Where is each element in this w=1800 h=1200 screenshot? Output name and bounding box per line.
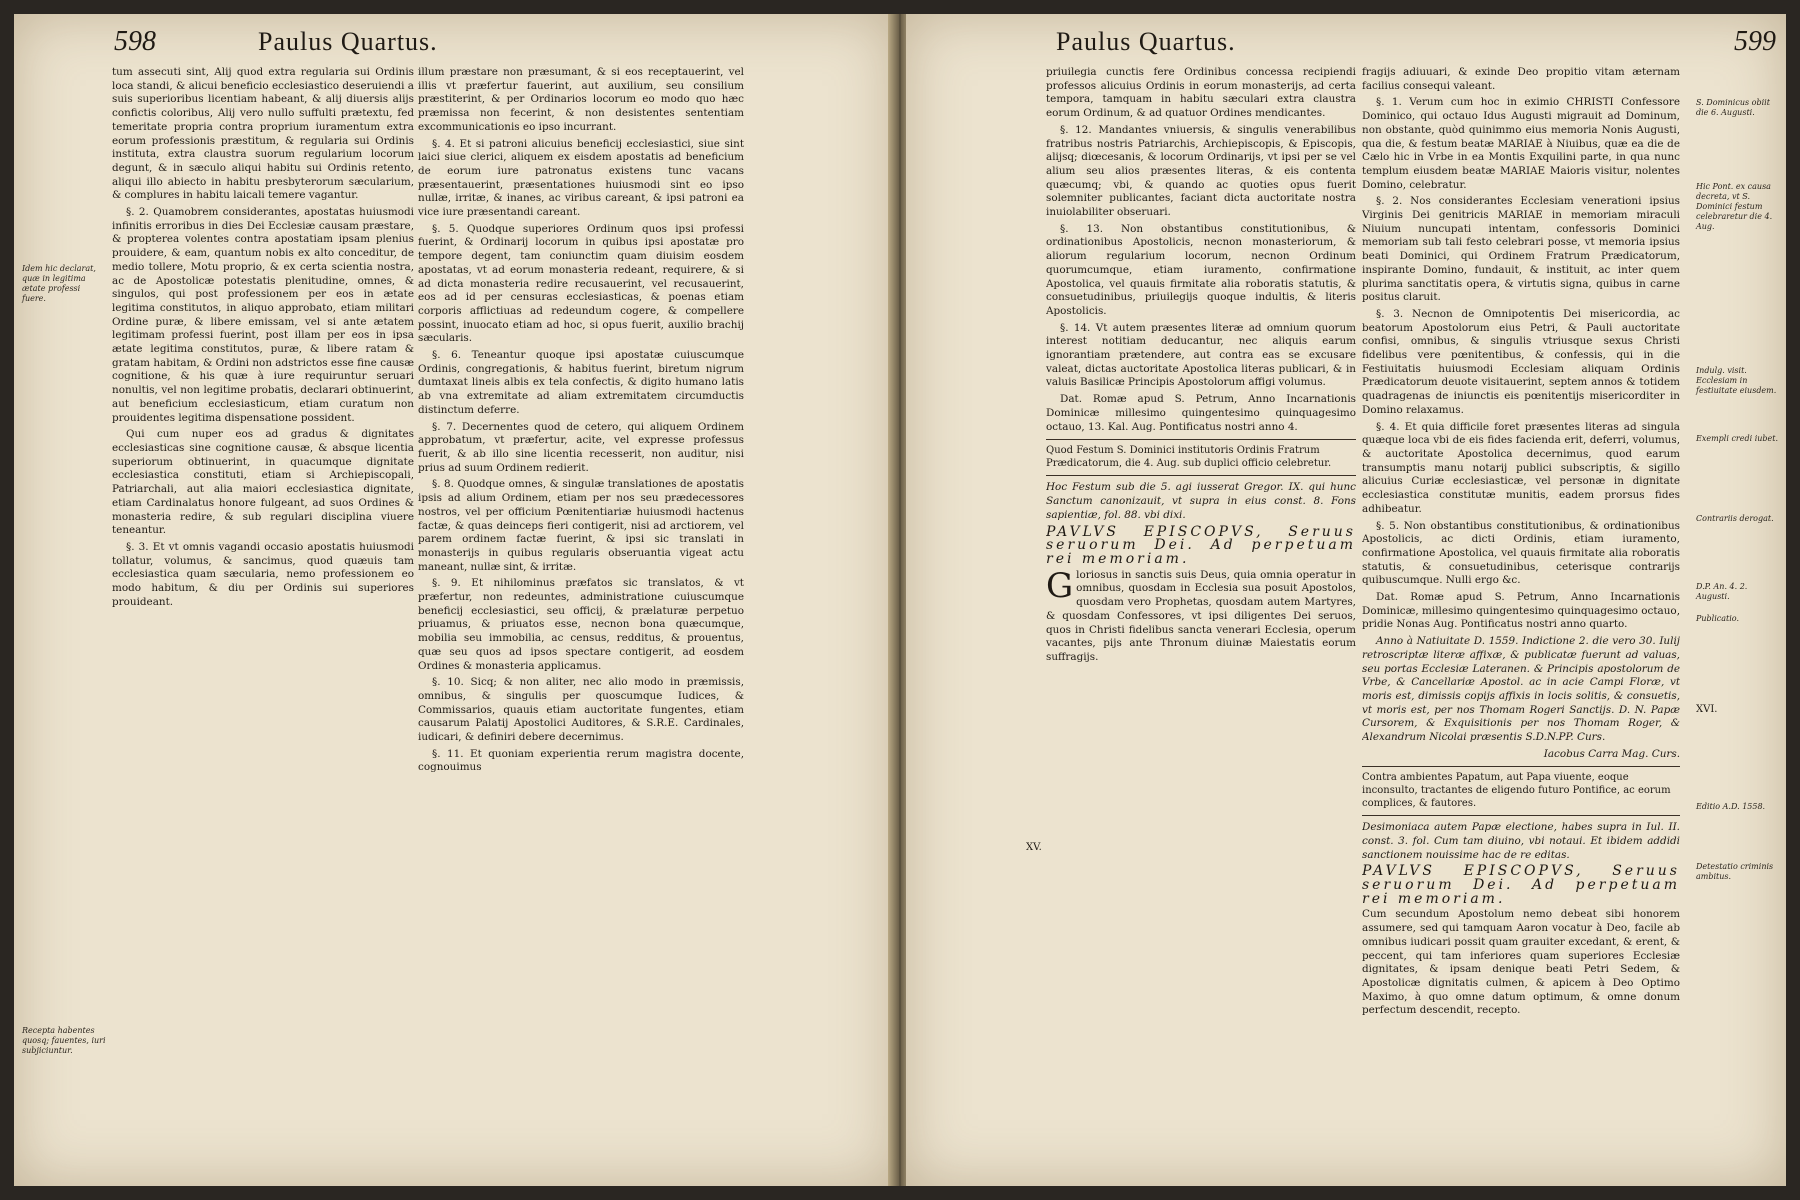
right-running-head [1056,26,1776,62]
paragraph: §. 9. Et nihilominus præfatos sic translatos, & vt præfertur, non redeuntes, administratione cuiuscumque beneficij ecclesiastici, seu officij, & prælaturæ perpetuo priuamus, & priuatos esse, necnon bona quæcumque, mobilia seu immobilia, ac census, redditus, & prouentus, quæ seu quos ad ipsos spectare contigerit, ad eosdem Ordines & monasteria applicamus. [418,577,744,672]
left-page [14,14,894,1186]
rubric-note: Desimoniaca autem Papæ electione, habes supra in Iul. II. const. 3. fol. Cum tam diuino, vbi notaui. Et ibidem addidi sanctionem nouissime hac de re editas. [1362,821,1680,861]
left-running-head [114,26,874,62]
paragraph: §. 10. Sicq; & non aliter, nec alio modo in præmissis, omnibus, & singulis per quoscumque Iudices, & Commissarios, quauis etiam auctoritate fungentes, etiam causarum Palatij Apostolici Auditores, & S.R.E. Cardinales, iudicari, & definiri debere decernimus. [418,676,744,744]
publication-note: Anno à Natiuitate D. 1559. Indictione 2. die vero 30. Iulij retroscriptæ literæ affixæ, & publicatæ fuerunt ad valuas, seu portas Ecclesiæ Lateranen. & Principis apostolorum de Vrbe, & Cancellariæ Apostol. ac in acie Campi Floræ, vt moris est, dimissis copijs affixis in locis solitis, & consuetis, vt moris est, per nos Thomam Rogeri Sanctijs. D. N. Papæ Cursorem, & Exquisitionis per nos Thomam Roger, & Alexandrum Nicolai præsentis S.D.N.PP. Curs. [1362,635,1680,744]
paragraph: §. 14. Vt autem præsentes literæ ad omnium quorum interest notitiam deducantur, nec aliquis earum ignorantiam prætendere, aut contra eas se excusare valeat, dictas auctoritate Apostolica literas publicari, & in valuis Basilicæ Principis Apostolorum affigi volumus. [1046,321,1356,389]
left-margin-note: Recepta habentes quosq; fauentes, iuri subjiciuntur. [22,1026,106,1055]
dating-clause: Dat. Romæ apud S. Petrum, Anno Incarnationis Dominicæ, millesimo quingentesimo quinquagesimo octauo, pridie Nonas Aug. Pontificatus nostri anno quarto. [1362,591,1680,631]
paragraph: §. 8. Quodque omnes, & singulæ translationes de apostatis ipsis ad alium Ordinem, etiam per nos seu prædecessores nostros, vel per officium Pœnitentiariæ huiusmodi hactenus factæ, & quas deinceps fieri contigerit, nisi ad arctiorem, vel parem ordinem factæ fuerint, & ipsi sic translati in monasterijs in quibus regularis obseruantia vigeat actu maneant, nullæ sint, & irritæ. [418,478,744,573]
signature: Iacobus Carra Mag. Curs. [1543,747,1680,760]
right-margin-note: Detestatio criminis ambitus. [1696,862,1774,881]
paragraph: §. 7. Decernentes quod de cetero, qui aliquem Ordinem approbatum, vt præfertur, acite, vel expresse professus fuerit, & ab illo sine licentia recesserit, non auditur, nisi prius ad suum Ordinem redierit. [418,420,744,474]
paragraph: Cum secundum Apostolum nemo debeat sibi honorem assumere, sed qui tamquam Aaron vocatur à Deo, facile ab omnibus iudicari possit quam grauiter excedant, & erent, & peccent, qui tam inferiores quam superiores Ecclesiæ dignitates, & ipsam denique beati Petri Sedem, & Apostolicæ dignitatis culmen, & apicem à Deo Optimo Maximo, à quo omne datum optimum, & omne donum perfectum descendit, recepto. [1362,908,1680,1017]
paragraph: §. 13. Non obstantibus constitutionibus, & ordinationibus Apostolicis, necnon monasteriorum, & aliorum regularium locorum, necnon Ordinum quorumcumque, etiam iuramento, confirmatione Apostolica, vel quauis firmitate alia roboratis statutis, & consuetudinibus, priuilegijs quoque indultis, & literis Apostolicis. [1046,222,1356,317]
dating-clause: Dat. Romæ apud S. Petrum, Anno Incarnationis Dominicæ millesimo quingentesimo quinquagesimo octauo, 13. Kal. Aug. Pontificatus nostri anno 4. [1046,393,1356,433]
paragraph: §. 1. Verum cum hoc in eximio CHRISTI Confessore Dominico, qui octauo Idus Augusti migrauit ad Dominum, non obstante, quòd quinimmo eius memoria Nonis Augusti, qua die, & festum beatæ MARIAE à Niuibus, quæ ea die de Cælo hic in Vrbe in ea Montis Exquilini parte, in qua nunc templum eiusdem beatæ MARIAE Maioris visitur, nolentes Domino, celebratur. [1362,96,1680,191]
paragraph: fragijs adiuuari, & exinde Deo propitio vitam æternam facilius consequi valeant. [1362,66,1680,92]
paragraph: §. 3. Et vt omnis vagandi occasio apostatis huiusmodi tollatur, volumus, & sancimus, quod quæuis tam ecclesiastica quam sæcularia, nemo professionem eo modo habitum, & diu per Ordinis sui superiores prouideant. [112,540,414,608]
right-margin-note: S. Dominicus obiit die 6. Augusti. [1696,98,1770,117]
paragraph: §. 2. Quamobrem considerantes, apostatas huiusmodi infinitis erroribus in dies Dei Ecclesiæ causam præstare, & propterea volentes contra apostatiam ipsam plenius prouidere, & eam, quantum nobis ex alto conceditur, de medio tollere, Motu proprio, & ex certa scientia nostra, ac de Apostolicæ potestatis plenitudine, omnes, & singulos, qui post professionem per eos in ætate legitima constitutos, in aliquo approbato, etiam militari Ordine puræ, & libere emissam, vel si ante ætatem legitimam professi fuerint, post illam per eos in ipsa ætate legitima constitutos, puræ, & libere ratam & gratam habitam, & Ordini non adstrictos esse fine causæ cognitione, & his quæ à iure requiruntur seruari nonultis, vel non legitime probatis, declarari obtinuerint, aut beneficium ecclesiasticum, etiam curatum non prouidentes legitima dispensatione possident. [112,206,414,424]
opening-text: loriosus in sanctis suis Deus, quia omnia operatur in omnibus, quosdam in Ecclesia sua posuit Apostolos, quosdam vero Prophetas, quosdam autem Martyres, & quosdam Confessores, vt ipsi diligentes Dei seruos, quos in Christi fidelibus sancta venerari Ecclesia, operum vacantes, pijs ante Thronum diuinæ Maiestatis eorum suffragijs. [1046,568,1356,663]
paragraph: §. 6. Teneantur quoque ipsi apostatæ cuiuscumque Ordinis, congregationis, & habitus fuerint, biretum nigrum dumtaxat lineis albis ex tela confectis, & digito humano latis ab vna extremitate ad aliam extremitatem circumductis distinctum deferre. [418,349,744,416]
right-page [906,14,1786,1186]
section-divider [1362,815,1680,816]
paragraph [1046,565,1356,665]
left-running-title: Paulus Quartus. [258,27,438,56]
section-divider [1046,475,1356,476]
right-margin-note: Editio A.D. 1558. [1696,802,1766,811]
right-margin-note: Contrariis derogat. [1696,514,1774,523]
paragraph: Qui cum nuper eos ad gradus & dignitates ecclesiasticas sine cognitione causæ, & absque licentia superiorum obtinuerint, in quacumque dignitate ecclesiastica constituti, etiam si Archiepiscopali, Patriarchali, aut alia maiori ecclesiastica dignitate, etiam Cardinalatus honore fulgeant, ad suos Ordines & monasteria redire, & sub regulari disciplina viuere teneantur. [112,428,414,537]
left-column-b [418,66,744,1168]
section-number: XVI. [1696,704,1718,715]
paragraph: §. 5. Non obstantibus constitutionibus, & ordinationibus Apostolicis, ac dicti Ordinis, etiam iuramento, confirmatione Apostolica, vel quauis firmitate alia roboratis statutis, & consuetudinibus, ceterisque contrarijs quibuscumque. Nulli ergo &c. [1362,519,1680,587]
left-column-a [112,66,414,1168]
right-column-a [1046,66,1356,1168]
right-margin-note: Indulg. visit. Ecclesiam in festiuitate eiusdem. [1696,366,1777,395]
paragraph: illum præstare non præsumant, & si eos receptauerint, vel illis vt præfertur fauerint, aut auxilium, seu consilium præstiterint, & per Ordinarios locorum eo modo quo hæc præmissa non fecerint, & non desistentes sententiam excommunicationis eo ipso incurrant. [418,66,744,133]
right-margin-note: Publicatio. [1696,614,1740,623]
right-margin-note: Hic Pont. ex causa decreta, vt S. Dominici festum celebraretur die 4. Aug. [1696,182,1773,231]
left-margin-note: Idem hic declarat, quæ in legitima ætate professi fuere. [22,264,96,303]
section-heading: Quod Festum S. Dominici institutoris Ordinis Fratrum Prædicatorum, die 4. Aug. sub duplici officio celebretur. [1046,445,1332,469]
paragraph: priuilegia cunctis fere Ordinibus concessa recipiendi professos alicuius Ordinis in eorum monasterijs, ad certa tempora, tamquam in habitu sæculari extra claustra eorum Ordinum, & ad quatuor Ordines mendicantes. [1046,66,1356,120]
section-divider [1046,439,1356,440]
paragraph: §. 2. Nos considerantes Ecclesiam venerationi ipsius Virginis Dei genitricis MARIAE in memoriam miraculi Niuium nuncupati intentam, confessoris Dominici memoriam sub tali festo celebrari posse, vt memoria ipsius beati Dominici, qui Ordinem Fratrum Prædicatorum, inspirante Domino, fundauit, & instituit, ac inter quem plurima sanctitatis opera, & virtutis signa, quibus in carne positus claruit. [1362,195,1680,304]
left-page-number: 598 [114,26,156,57]
right-column-b [1362,66,1680,1168]
right-margin-note: Exempli credi iubet. [1696,434,1779,443]
section-heading: Contra ambientes Papatum, aut Papa viuente, eoque inconsulto, tractantes de eligendo futuro Pontifice, ac eorum complices, & fautores. [1362,772,1671,809]
right-page-number: 599 [1734,26,1776,57]
rubric-note: Hoc Festum sub die 5. agi iusserat Gregor. IX. qui hunc Sanctum canonizauit, vt supra in eius const. 8. Fons sapientiæ, fol. 88. vbi dixi. [1046,481,1356,521]
paragraph: §. 11. Et quoniam experientia rerum magistra docente, cognouimus [418,747,744,774]
drop-cap: G [1046,565,1074,606]
right-margin-note: D.P. An. 4. 2. Augusti. [1696,582,1748,601]
paragraph: §. 4. Et quia difficile foret præsentes literas ad singula quæque loca vbi de eis fides facienda erit, deferri, volumus, & auctoritate Apostolica decernimus, quod earum transumptis manu notarij publici subscriptis, & sigillo alicuius Curiæ ecclesiasticæ, vel personæ in dignitate ecclesiastica constitutæ munitis, eadem prorsus fides adhibeatur. [1362,420,1680,515]
paragraph: tum assecuti sint, Alij quod extra regularia sui Ordinis loca standi, & alicui beneficio ecclesiastico deseruiendi a suis superioribus licentiam habeant, & alij diuersis alijs confictis coloribus, Alij vero nullo suffulti prætextu, fed temeritate propria contra proprium iuramentum extra eorum professionis præstitum, & regularia sui Ordinis instituta, extra claustra suorum regularium locorum degunt, & in sæculo aliqui habitu sui Ordinis retento, aliqui illo abiecto in habitu presbyterorum sæcularium, & complures in habitu laicali temere vagantur. [112,66,414,202]
bull-heading: PAVLVS EPISCOPVS, Seruus seruorum Dei. Ad perpetuam rei memoriam. [1362,863,1680,907]
paragraph: §. 4. Et si patroni alicuius beneficij ecclesiastici, siue sint laici siue clerici, aliquem ex eisdem apostatis ad beneficium de eorum iure patronatus existens tunc vacans præsentauerint, præsentationes huiusmodi sint eo ipso nullæ, irritæ, & inanes, ac viribus careant, & ipsi patroni ea vice iure præsentandi careant. [418,137,744,219]
section-number: XV. [1026,842,1042,853]
paragraph: §. 3. Necnon de Omnipotentis Dei misericordia, ac beatorum Apostolorum eius Petri, & Pauli auctoritate confisi, omnibus, & singulis vtriusque sexus Christi fidelibus vere pœnitentibus, & confessis, qui in die Festiuitatis huiusmodi Ecclesiam aliquam Ordinis Prædicatorum deuote visitauerint, septem annos & totidem quadragenas de iniunctis eis pœnitentijs misericorditer in Domino relaxamus. [1362,307,1680,416]
bull-heading: PAVLVS EPISCOPVS, Seruus seruorum Dei. Ad perpetuam rei memoriam. [1046,523,1356,567]
section-divider [1362,766,1680,767]
paragraph: §. 12. Mandantes vniuersis, & singulis venerabilibus fratribus nostris Patriarchis, Archiepiscopis, & Episcopis, alijsq; diœcesanis, & locorum Ordinarijs, vt ipsi per se vel alium seu alios præsentes literas, & eis contenta quæcumq; vbi, & quando ac quoties opus fuerit solemniter publicantes, faciant dicta auctoritate nostra inuiolabiliter obseruari. [1046,123,1356,219]
right-running-title: Paulus Quartus. [1056,27,1236,56]
paragraph: §. 5. Quodque superiores Ordinum quos ipsi professi fuerint, & Ordinarij locorum in quibus ipsi apostatæ pro tempore degent, tam coniunctim quam diuisim eosdem apostatas, vt ad eorum monasteria redeant, requirere, & si ad dicta monasteria redire recusauerint, vel recusauerint, eos ad id per censuras ecclesiasticas, & poenas etiam corporis afflictiuas ad redeundum cogere, & compellere possint, inuocato etiam ad hoc, si opus fuerit, auxilio brachij sæcularis. [418,222,744,345]
